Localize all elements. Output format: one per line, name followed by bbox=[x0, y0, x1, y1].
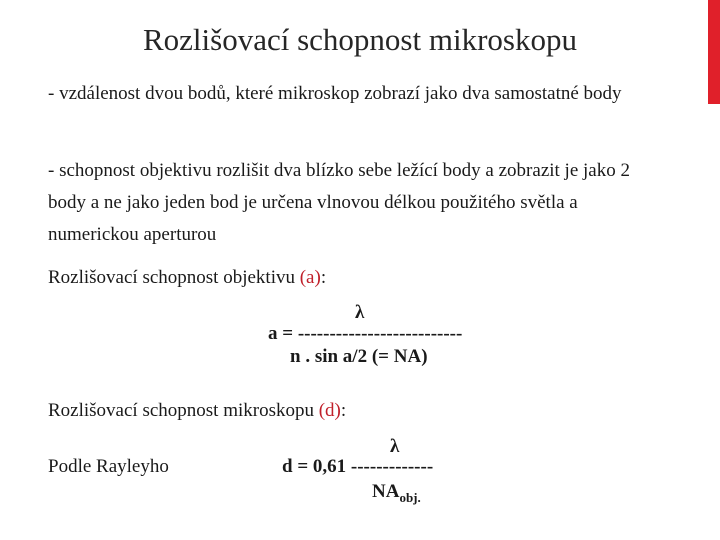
microscope-symbol: (d) bbox=[318, 400, 341, 421]
microscope-dashes: ------------- bbox=[350, 456, 434, 477]
objective-heading bbox=[48, 267, 326, 289]
microscope-denominator-main: NA bbox=[372, 481, 400, 502]
microscope-colon: : bbox=[340, 400, 347, 421]
microscope-denominator-sub: obj. bbox=[399, 489, 421, 505]
objective-label: Rozlišovací schopnost objektivu bbox=[48, 267, 300, 288]
microscope-heading bbox=[48, 400, 346, 422]
objective-numerator: λ bbox=[355, 302, 365, 323]
microscope-label: Rozlišovací schopnost mikroskopu bbox=[48, 400, 319, 421]
microscope-denominator bbox=[372, 481, 421, 509]
microscope-lhs: d = 0,61 bbox=[282, 456, 351, 477]
objective-fraction-line bbox=[268, 323, 462, 345]
objective-na-note: (= NA) bbox=[371, 346, 428, 367]
explanation-paragraph: - schopnost objektivu rozlišit dva blízko sebe ležící body a zobrazit je jako 2 body a ne jako jeden bod je určena vlnovou délkou použitého světla a numerickou aperturou bbox=[48, 160, 630, 245]
objective-denominator: n . sin a/2 bbox=[290, 346, 368, 367]
objective-symbol: (a) bbox=[299, 267, 321, 288]
objective-dashes: -------------------------- bbox=[297, 323, 463, 344]
rayleigh-label: Podle Rayleyho bbox=[48, 456, 169, 477]
objective-colon: : bbox=[320, 267, 327, 288]
microscope-fraction-line bbox=[282, 456, 433, 478]
microscope-numerator: λ bbox=[390, 436, 400, 457]
objective-lhs: a = bbox=[268, 323, 298, 344]
objective-denominator-line bbox=[290, 346, 428, 368]
definition-paragraph: - vzdálenost dvou bodů, které mikroskop zobrazí jako dva samostatné body bbox=[48, 83, 622, 104]
slide-title: Rozlišovací schopnost mikroskopu bbox=[143, 22, 577, 57]
